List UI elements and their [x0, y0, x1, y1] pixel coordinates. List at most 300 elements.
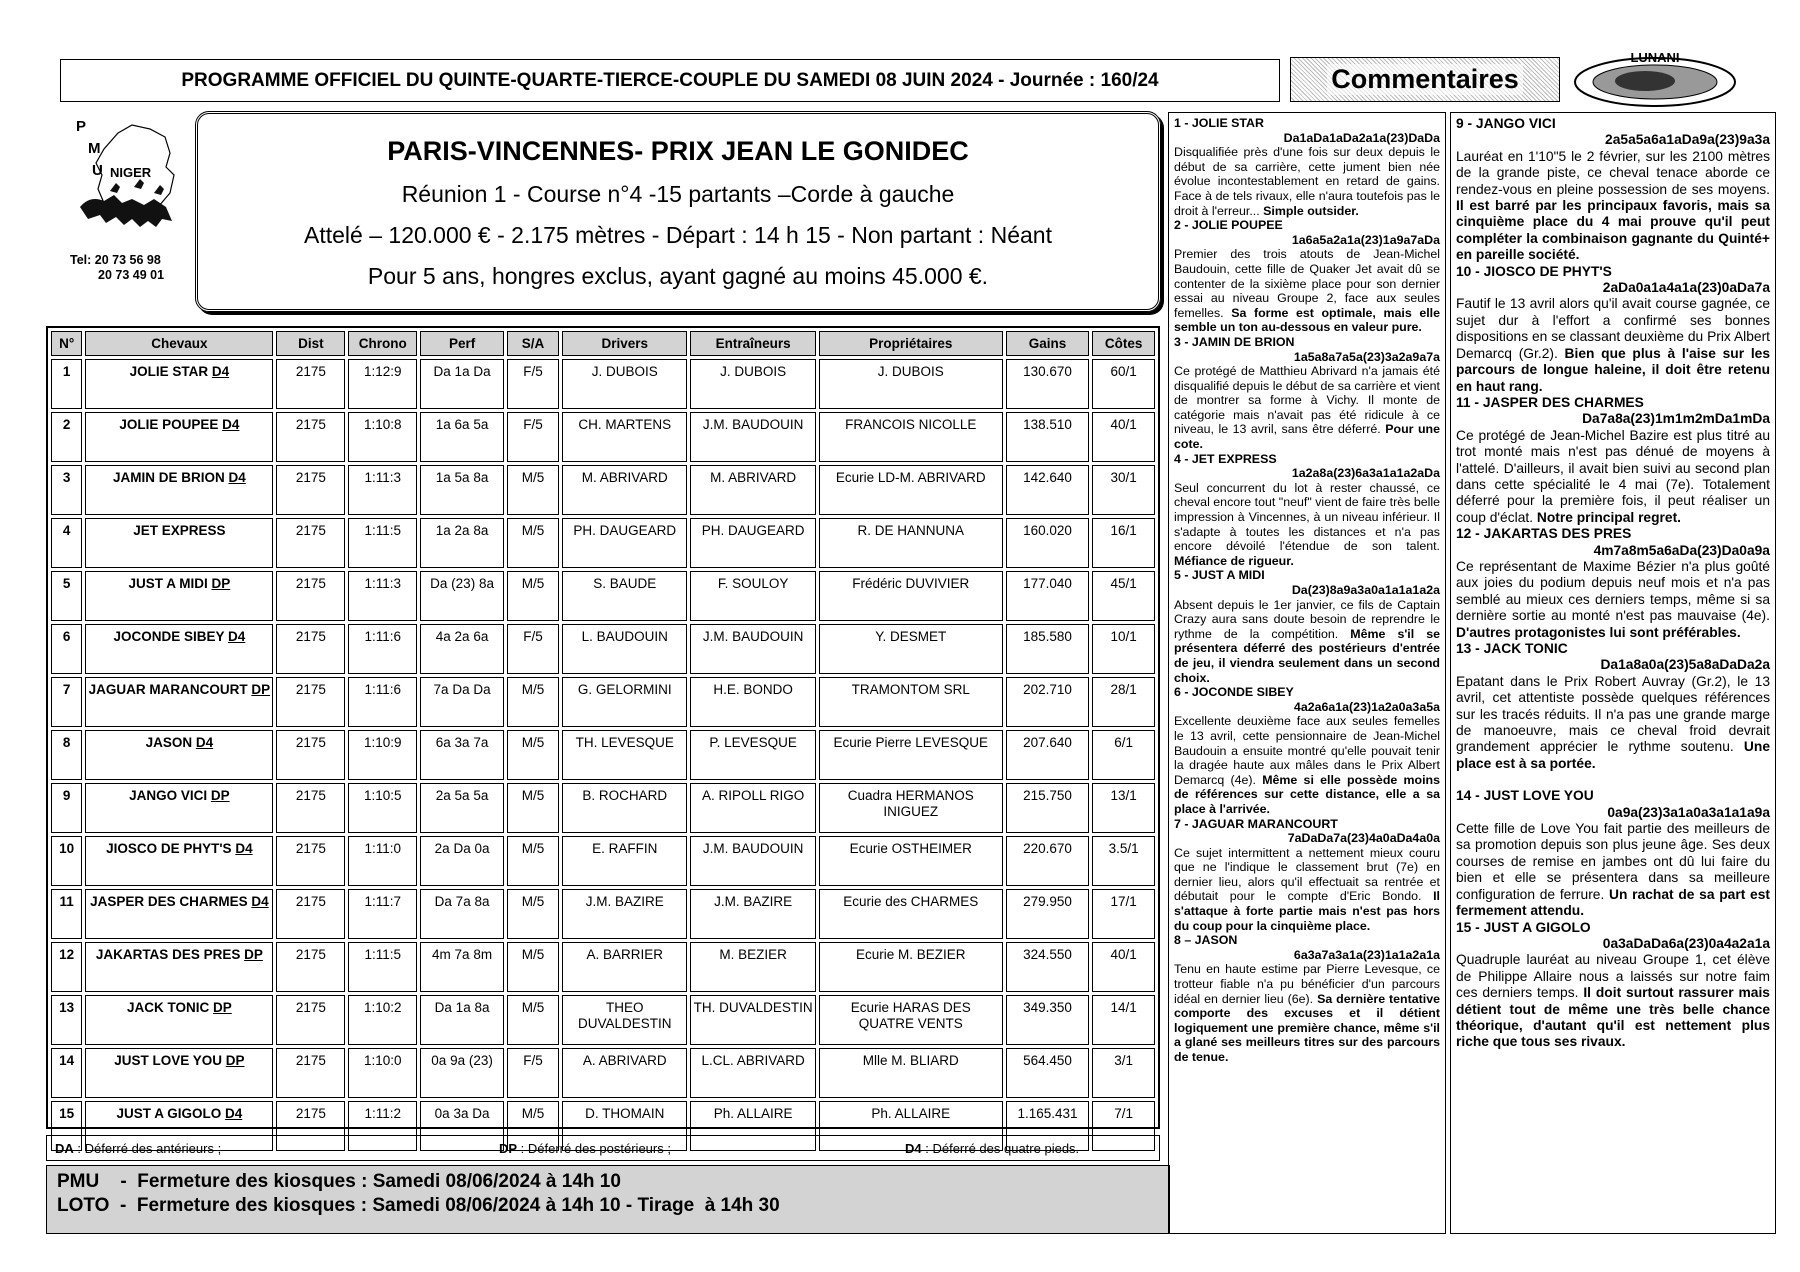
- cell-distance: 2175: [276, 836, 345, 886]
- cell-gains: 215.750: [1006, 783, 1090, 833]
- cell-sex-age: M/5: [507, 836, 559, 886]
- comment-verdict: Simple outsider.: [1263, 203, 1359, 218]
- cell-sex-age: M/5: [507, 889, 559, 939]
- cell-chrono: 1:11:6: [348, 624, 417, 674]
- cell-perf: 4a 2a 6a: [420, 624, 504, 674]
- cell-chrono: 1:11:7: [348, 889, 417, 939]
- cell-trainer: J. DUBOIS: [690, 359, 815, 409]
- col-header-chrono: Chrono: [348, 331, 417, 356]
- cell-driver: J. DUBOIS: [562, 359, 687, 409]
- table-row: [51, 624, 1155, 674]
- cell-driver: B. ROCHARD: [562, 783, 687, 833]
- cell-chrono: 1:11:6: [348, 677, 417, 727]
- cell-horse: [85, 942, 273, 992]
- cell-gains: 185.580: [1006, 624, 1090, 674]
- cell-driver: E. RAFFIN: [562, 836, 687, 886]
- table-row: [51, 412, 1155, 462]
- comment-verdict: Sa forme est optimale, mais elle semble un ton au-dessous en valeur pure.: [1174, 305, 1440, 335]
- table-header-row: [51, 331, 1155, 356]
- cell-distance: 2175: [276, 359, 345, 409]
- horse-name: JOLIE POUPEE: [119, 417, 219, 432]
- cell-perf: 7a Da Da: [420, 677, 504, 727]
- cell-odds: 17/1: [1092, 889, 1155, 939]
- shoeing-code: D4: [235, 841, 253, 856]
- table-row: [51, 889, 1155, 939]
- comment-body: [1456, 149, 1770, 264]
- comment-form-code: 0a9a(23)3a1a0a3a1a1a9a: [1607, 804, 1770, 820]
- comment-verdict: Il doit surtout rassurer mais détient tout de même une très belle chance théorique, d'autant qu'il est nettement plus riche que tous ses rivaux.: [1456, 985, 1770, 1050]
- horse-name: JAMIN DE BRION: [112, 470, 225, 485]
- cell-gains: 207.640: [1006, 730, 1090, 780]
- cell-driver: PH. DAUGEARD: [562, 518, 687, 568]
- cell-number: 15: [51, 1101, 82, 1151]
- kiosk-closing-box: [46, 1165, 1170, 1234]
- cell-distance: 2175: [276, 1101, 345, 1151]
- comment-text: Absent depuis le 1er janvier, ce fils de Captain Crazy aura sans doute besoin de reprendre le rythme de la compétition.: [1174, 597, 1440, 641]
- shoeing-code: D4: [195, 735, 214, 750]
- pmu-logo-niger: NIGER: [110, 165, 152, 180]
- cell-perf: 1a 2a 8a: [420, 518, 504, 568]
- shoeing-code: D4: [222, 417, 240, 432]
- cell-trainer: J.M. BAUDOUIN: [690, 624, 815, 674]
- cell-horse: [85, 677, 273, 727]
- table-row: [51, 677, 1155, 727]
- comment-form-code: 1a2a8a(23)6a3a1a1a2aDa: [1291, 466, 1440, 481]
- cell-odds: 10/1: [1092, 624, 1155, 674]
- table-row: [51, 783, 1155, 833]
- legend-d4-code: D4: [905, 1140, 922, 1156]
- comment-form-code: 6a3a7a3a1a(23)1a1a2a1a: [1293, 947, 1440, 962]
- cell-chrono: 1:10:5: [348, 783, 417, 833]
- cell-perf: 0a 9a (23): [420, 1048, 504, 1098]
- comment-text: Ce sujet intermittent a nettement mieux couru que ne l'indique le classement brut (7e) en dernier lieu, alors qu'il effectuait sa rentrée et débutait pour le compte d'Eric Bondo.: [1174, 845, 1440, 904]
- race-eligibility-line: Pour 5 ans, hongres exclus, ayant gagné au moins 45.000 €.: [367, 263, 989, 289]
- cell-owner: Ecurie M. BEZIER: [819, 942, 1003, 992]
- cell-horse: [85, 518, 273, 568]
- shoeing-code: D4: [228, 470, 246, 485]
- comments-column-left: [1168, 112, 1446, 1234]
- comments-title: Commentaires: [1327, 64, 1523, 95]
- col-header-perf: Perf: [420, 331, 504, 356]
- pmu-closing-line: PMU - Fermeture des kiosques : Samedi 08/06/2024 à 14h 10: [57, 1171, 621, 1192]
- cell-owner: Ecurie Pierre LEVESQUE: [819, 730, 1003, 780]
- cell-number: 10: [51, 836, 82, 886]
- comment-text: Lauréat en 1'10"5 le 2 février, sur les 2100 mètres de la grande piste, ce cheval tenace aborde ce rendez-vous en pleine possession de ses moyens.: [1456, 148, 1770, 197]
- cell-horse: [85, 730, 273, 780]
- comment-horse-heading: 5 - JUST A MIDI: [1174, 568, 1265, 583]
- comment-body: [1174, 962, 1440, 1064]
- shoeing-code: DP: [210, 788, 230, 803]
- col-header-horses: Chevaux: [85, 331, 273, 356]
- cell-horse: [85, 836, 273, 886]
- col-header-sex-age: S/A: [507, 331, 559, 356]
- comment-verdict: Il est barré par les principaux favoris, mais sa cinquième place du 4 mai prouve qu'il peut compléter la combinaison gagnante du Quinté+ en pareille société.: [1456, 198, 1770, 263]
- cell-horse: [85, 1048, 273, 1098]
- cell-sex-age: M/5: [507, 783, 559, 833]
- horse-name: JUST A MIDI: [128, 576, 208, 591]
- comment-horse-heading: 12 - JAKARTAS DES PRES: [1456, 526, 1632, 542]
- race-info-box: [195, 111, 1161, 312]
- shoeing-code: D4: [228, 629, 246, 644]
- cell-horse: [85, 359, 273, 409]
- comment-form-code: 2a5a5a6a1aDa9a(23)9a3a: [1605, 132, 1770, 148]
- cell-perf: 1a 5a 8a: [420, 465, 504, 515]
- phone-line-1: Tel: 20 73 56 98: [70, 253, 161, 267]
- comment-horse-heading: 10 - JIOSCO DE PHYT'S: [1456, 263, 1612, 279]
- comment-entry: [1174, 933, 1440, 1064]
- cell-distance: 2175: [276, 942, 345, 992]
- cell-distance: 2175: [276, 730, 345, 780]
- shoeing-code: D4: [251, 894, 269, 909]
- shoeing-code: DP: [211, 576, 231, 591]
- cell-trainer: J.M. BAUDOUIN: [690, 836, 815, 886]
- race-conditions-line: Attelé – 120.000 € - 2.175 mètres - Départ : 14 h 15 - Non partant : Néant: [304, 222, 1052, 248]
- col-header-odds: Côtes: [1092, 331, 1155, 356]
- cell-trainer: TH. DUVALDESTIN: [690, 995, 815, 1045]
- cell-distance: 2175: [276, 995, 345, 1045]
- cell-gains: 142.640: [1006, 465, 1090, 515]
- comment-form-code: 7aDaDa7a(23)4a0aDa4a0a: [1287, 831, 1440, 846]
- cell-distance: 2175: [276, 889, 345, 939]
- pmu-logo-u: U: [92, 162, 103, 179]
- col-header-owners: Propriétaires: [819, 331, 1003, 356]
- legend-dp-text: : Déferré des postérieurs ;: [517, 1140, 671, 1156]
- comment-body: [1456, 821, 1770, 919]
- legend-da-text: : Déferré des antérieurs ;: [73, 1140, 222, 1156]
- cell-trainer: M. ABRIVARD: [690, 465, 815, 515]
- legend-d4-text: : Déferré des quatre pieds.: [921, 1140, 1080, 1156]
- comment-entry: [1456, 526, 1770, 641]
- lunani-logo-text: LUNANI: [1630, 50, 1680, 65]
- cell-driver: A. BARRIER: [562, 942, 687, 992]
- comment-verdict: Méfiance de rigueur.: [1174, 553, 1294, 568]
- cell-number: 4: [51, 518, 82, 568]
- cell-odds: 30/1: [1092, 465, 1155, 515]
- comment-form-code: 1a6a5a2a1a(23)1a9a7aDa: [1291, 232, 1440, 247]
- cell-trainer: J.M. BAUDOUIN: [690, 412, 815, 462]
- cell-trainer: PH. DAUGEARD: [690, 518, 815, 568]
- comment-entry: [1174, 568, 1440, 685]
- comment-verdict: Même s'il se présentera déferré des postérieurs d'entrée de jeu, il viendra seulement dans un second choix.: [1174, 626, 1440, 685]
- comment-entry: [1174, 116, 1440, 218]
- comment-form-code: Da1a8a0a(23)5a8aDaDa2a: [1600, 657, 1770, 673]
- shoeing-legend: [46, 1135, 1160, 1161]
- comment-entry: [1174, 817, 1440, 934]
- cell-sex-age: M/5: [507, 465, 559, 515]
- programme-header: [60, 59, 1280, 102]
- cell-owner: Ecurie HARAS DES QUATRE VENTS: [819, 995, 1003, 1045]
- cell-horse: [85, 624, 273, 674]
- cell-sex-age: F/5: [507, 359, 559, 409]
- comment-horse-heading: 9 - JANGO VICI: [1456, 116, 1556, 131]
- comment-entry: [1174, 685, 1440, 816]
- comment-horse-heading: 2 - JOLIE POUPEE: [1174, 218, 1283, 233]
- comment-horse-heading: 8 – JASON: [1174, 933, 1238, 948]
- cell-odds: 40/1: [1092, 942, 1155, 992]
- cell-odds: 28/1: [1092, 677, 1155, 727]
- cell-odds: 3.5/1: [1092, 836, 1155, 886]
- cell-gains: 160.020: [1006, 518, 1090, 568]
- cell-gains: 349.350: [1006, 995, 1090, 1045]
- comment-verdict: Même si elle possède moins de références sur cette distance, elle a sa place à l'arrivée.: [1174, 772, 1440, 816]
- cell-sex-age: M/5: [507, 571, 559, 621]
- comment-form-code: Da(23)8a9a3a0a1a1a1a2a: [1291, 583, 1440, 597]
- comment-form-code: 1a5a8a7a5a(23)3a2a9a7a: [1293, 349, 1440, 364]
- cell-driver: A. ABRIVARD: [562, 1048, 687, 1098]
- comment-verdict: Sa dernière tentative comporte des excuses et il détient logiquement une première chance, même s'il a glané ses meilleurs titres sur des parcours de tenue.: [1174, 991, 1440, 1064]
- comment-entry: [1174, 452, 1440, 569]
- table-row: [51, 995, 1155, 1045]
- race-title: PARIS-VINCENNES- PRIX JEAN LE GONIDEC: [387, 136, 969, 166]
- shoeing-code: D4: [211, 364, 230, 379]
- shoeing-code: DP: [212, 1000, 232, 1015]
- cell-driver: G. GELORMINI: [562, 677, 687, 727]
- table-row: [51, 836, 1155, 886]
- pmu-logo-m: M: [88, 140, 101, 157]
- legend-dp-code: DP: [499, 1140, 518, 1156]
- legend-d4: [905, 1141, 1079, 1156]
- comment-body: [1174, 481, 1440, 569]
- table-row: [51, 359, 1155, 409]
- cell-horse: [85, 465, 273, 515]
- cell-owner: TRAMONTOM SRL: [819, 677, 1003, 727]
- table-row: [51, 1048, 1155, 1098]
- cell-perf: Da 1a Da: [420, 359, 504, 409]
- table-row: [51, 730, 1155, 780]
- race-meeting-line: Réunion 1 - Course n°4 -15 partants –Corde à gauche: [401, 181, 955, 207]
- cell-perf: 2a 5a 5a: [420, 783, 504, 833]
- comment-verdict: Il s'attaque à forte partie mais n'est pas hors du coup pour la cinquième place.: [1174, 889, 1440, 933]
- cell-odds: 7/1: [1092, 1101, 1155, 1151]
- cell-odds: 60/1: [1092, 359, 1155, 409]
- comment-text: Ce protégé de Jean-Michel Bazire est plus titré au trot monté mais n'est pas dénué de moyens à l'attelé. D'ailleurs, il avait bien suivi au second plan dans cette spécialité le 4 mai (7e). Totalement déferré pour la première fois, il peut réaliser un coup d'éclat.: [1456, 427, 1770, 525]
- comment-text: Ce protégé de Matthieu Abrivard n'a jamais été disqualifié depuis le début de sa carrière et vient de montrer sa forme à Vichy. Il monte de catégorie mais n'avait pas été ridicule à ce niveau, le 13 avril, sans être déferré.: [1174, 364, 1440, 437]
- legend-da-code: DA: [55, 1140, 74, 1156]
- phone-numbers: [70, 253, 164, 283]
- comment-entry: [1456, 641, 1770, 772]
- cell-chrono: 1:11:0: [348, 836, 417, 886]
- cell-driver: CH. MARTENS: [562, 412, 687, 462]
- cell-gains: 324.550: [1006, 942, 1090, 992]
- cell-number: 1: [51, 359, 82, 409]
- cell-sex-age: F/5: [507, 412, 559, 462]
- comment-horse-heading: 13 - JACK TONIC: [1456, 641, 1568, 656]
- cell-driver: D. THOMAIN: [562, 1101, 687, 1151]
- cell-number: 6: [51, 624, 82, 674]
- cell-number: 3: [51, 465, 82, 515]
- cell-chrono: 1:11:3: [348, 465, 417, 515]
- cell-sex-age: M/5: [507, 677, 559, 727]
- comment-body: [1456, 674, 1770, 772]
- comment-body: [1456, 296, 1770, 394]
- comment-verdict: Bien que plus à l'aise sur les parcours de longue haleine, il doit être retenu en haut rang.: [1456, 345, 1770, 394]
- comment-entry: [1174, 335, 1440, 452]
- programme-title: PROGRAMME OFFICIEL DU QUINTE-QUARTE-TIERCE-COUPLE DU SAMEDI 08 JUIN 2024 - Journée : 160/24: [181, 69, 1159, 91]
- phone-line-2: 20 73 49 01: [98, 268, 165, 282]
- comment-horse-heading: 7 - JAGUAR MARANCOURT: [1174, 816, 1338, 831]
- shoeing-code: DP: [244, 947, 263, 962]
- cell-chrono: 1:11:3: [348, 571, 417, 621]
- cell-gains: 130.670: [1006, 359, 1090, 409]
- cell-distance: 2175: [276, 518, 345, 568]
- comment-text: Disqualifiée près d'une fois sur deux depuis le début de sa carrière, cette jument bien née évolue incontestablement en retard de gains. Face à de tels rivaux, elle n'aura toutefois pas le droit à l'erreur...: [1174, 145, 1440, 218]
- comment-form-code: 0a3aDaDa6a(23)0a4a2a1a: [1602, 935, 1770, 951]
- table-row: [51, 571, 1155, 621]
- comment-verdict: Un rachat de sa part est fermement attendu.: [1456, 886, 1770, 919]
- comment-form-code: 4m7a8m5a6aDa(23)Da0a9a: [1593, 542, 1770, 558]
- comment-body: [1456, 428, 1770, 526]
- comment-horse-heading: 15 - JUST A GIGOLO: [1456, 919, 1591, 935]
- cell-owner: FRANCOIS NICOLLE: [819, 412, 1003, 462]
- cell-trainer: A. RIPOLL RIGO: [690, 783, 815, 833]
- comment-text: Excellente deuxième face aux seules femelles le 13 avril, cette pensionnaire de Jean-Michel Baudouin a ensuite montré qu'elle pouvait tenir la dragée haute aux mâles dans le Prix Albert Demarcq (4e).: [1174, 714, 1440, 787]
- cell-number: 8: [51, 730, 82, 780]
- cell-distance: 2175: [276, 624, 345, 674]
- comment-text: Cette fille de Love You fait partie des meilleurs de sa promotion depuis son plus jeune âge. Ses deux courses de remise en jambes ont dû lui faire du bien et elle se présentera dans sa meilleure configuration de ferrure.: [1456, 821, 1770, 902]
- cell-perf: Da 7a 8a: [420, 889, 504, 939]
- cell-horse: [85, 571, 273, 621]
- comment-form-code: Da1aDa1aDa2a1a(23)DaDa: [1283, 130, 1440, 145]
- comments-title-box: [1290, 57, 1560, 102]
- comment-horse-heading: 11 - JASPER DES CHARMES: [1456, 394, 1644, 410]
- cell-number: 2: [51, 412, 82, 462]
- cell-chrono: 1:11:5: [348, 518, 417, 568]
- cell-odds: 16/1: [1092, 518, 1155, 568]
- comment-horse-heading: 14 - JUST LOVE YOU: [1456, 788, 1594, 804]
- comment-body: [1456, 559, 1770, 641]
- col-header-gains: Gains: [1006, 331, 1090, 356]
- comment-body: [1174, 247, 1440, 335]
- cell-chrono: 1:12:9: [348, 359, 417, 409]
- col-header-number: N°: [51, 331, 82, 356]
- cell-horse: [85, 783, 273, 833]
- cell-sex-age: M/5: [507, 942, 559, 992]
- comment-body: [1174, 846, 1440, 934]
- cell-driver: L. BAUDOUIN: [562, 624, 687, 674]
- cell-trainer: M. BEZIER: [690, 942, 815, 992]
- cell-gains: 177.040: [1006, 571, 1090, 621]
- comment-horse-heading: 1 - JOLIE STAR: [1174, 116, 1264, 130]
- cell-gains: 279.950: [1006, 889, 1090, 939]
- shoeing-code: DP: [251, 682, 271, 697]
- horse-name: JACK TONIC: [126, 1000, 210, 1015]
- lunani-logo: [1570, 50, 1740, 108]
- cell-odds: 3/1: [1092, 1048, 1155, 1098]
- cell-sex-age: M/5: [507, 730, 559, 780]
- comment-entry: [1456, 264, 1770, 395]
- col-header-distance: Dist: [276, 331, 345, 356]
- shoeing-code: D4: [224, 1106, 243, 1121]
- cell-perf: 4m 7a 8m: [420, 942, 504, 992]
- comment-entry: [1456, 395, 1770, 526]
- comment-form-code: Da7a8a(23)1m1m2mDa1mDa: [1582, 411, 1770, 427]
- cell-driver: M. ABRIVARD: [562, 465, 687, 515]
- cell-perf: 6a 3a 7a: [420, 730, 504, 780]
- comment-verdict: Notre principal regret.: [1536, 509, 1682, 525]
- cell-gains: 202.710: [1006, 677, 1090, 727]
- comment-form-code: 4a2a6a1a(23)1a2a0a3a5a: [1293, 699, 1440, 714]
- cell-chrono: 1:10:2: [348, 995, 417, 1045]
- cell-perf: 1a 6a 5a: [420, 412, 504, 462]
- comment-text: Quadruple lauréat au niveau Groupe 1, cet élève de Philippe Allaire nous a laissés sur notre faim ces derniers temps.: [1456, 952, 1770, 1001]
- cell-horse: [85, 889, 273, 939]
- cell-odds: 6/1: [1092, 730, 1155, 780]
- cell-sex-age: M/5: [507, 1101, 559, 1151]
- cell-sex-age: F/5: [507, 1048, 559, 1098]
- legend-da: [55, 1141, 221, 1156]
- cell-number: 14: [51, 1048, 82, 1098]
- cell-number: 12: [51, 942, 82, 992]
- cell-gains: 220.670: [1006, 836, 1090, 886]
- comments-column-right: [1450, 112, 1776, 1234]
- comment-body: [1174, 145, 1440, 218]
- horse-name: JASON: [145, 735, 193, 750]
- comment-entry: [1456, 116, 1770, 264]
- comment-verdict: Une place est à sa portée.: [1456, 739, 1770, 771]
- horse-name: JAGUAR MARANCOURT: [88, 682, 248, 697]
- cell-odds: 14/1: [1092, 995, 1155, 1045]
- comment-horse-heading: 6 - JOCONDE SIBEY: [1174, 685, 1294, 700]
- comment-body: [1174, 714, 1440, 816]
- cell-chrono: 1:10:0: [348, 1048, 417, 1098]
- comment-entry: [1456, 920, 1770, 1051]
- comment-body: [1456, 952, 1770, 1050]
- horse-name: JUST LOVE YOU: [114, 1053, 222, 1068]
- cell-owner: Ecurie OSTHEIMER: [819, 836, 1003, 886]
- cell-odds: 45/1: [1092, 571, 1155, 621]
- comment-text: Tenu en haute estime par Pierre Levesque, ce trotteur fiable n'a pu bénéficier d'un parcours idéal en dernier lieu (6e).: [1174, 962, 1440, 1006]
- comment-text: Fautif le 13 avril alors qu'il avait course gagnée, ce sujet dur à l'effort a confirmé ses bonnes dispositions en se classant deuxième du Prix Albert Demarcq (Gr.2).: [1456, 296, 1770, 361]
- cell-owner: R. DE HANNUNA: [819, 518, 1003, 568]
- comment-form-code: 2aDa0a1a4a1a(23)0aDa7a: [1602, 280, 1770, 296]
- cell-owner: Mlle M. BLIARD: [819, 1048, 1003, 1098]
- table-row: [51, 518, 1155, 568]
- cell-trainer: L.CL. ABRIVARD: [690, 1048, 815, 1098]
- cell-owner: J. DUBOIS: [819, 359, 1003, 409]
- cell-driver: S. BAUDE: [562, 571, 687, 621]
- cell-owner: Ecurie des CHARMES: [819, 889, 1003, 939]
- horse-name: JAKARTAS DES PRES: [95, 947, 241, 962]
- pmu-logo-p: P: [76, 118, 87, 135]
- cell-perf: 2a Da 0a: [420, 836, 504, 886]
- cell-trainer: F. SOULOY: [690, 571, 815, 621]
- cell-chrono: 1:11:2: [348, 1101, 417, 1151]
- cell-trainer: H.E. BONDO: [690, 677, 815, 727]
- cell-chrono: 1:11:5: [348, 942, 417, 992]
- cell-driver: THEO DUVALDESTIN: [562, 995, 687, 1045]
- table-row: [51, 465, 1155, 515]
- cell-distance: 2175: [276, 783, 345, 833]
- cell-driver: J.M. BAZIRE: [562, 889, 687, 939]
- cell-perf: Da 1a 8a: [420, 995, 504, 1045]
- cell-owner: Frédéric DUVIVIER: [819, 571, 1003, 621]
- cell-number: 7: [51, 677, 82, 727]
- pmu-niger-logo: [70, 115, 180, 260]
- cell-horse: [85, 995, 273, 1045]
- cell-trainer: Ph. ALLAIRE: [690, 1101, 815, 1151]
- cell-odds: 13/1: [1092, 783, 1155, 833]
- comment-verdict: D'autres protagonistes lui sont préférables.: [1456, 624, 1741, 640]
- cell-owner: Ecurie LD-M. ABRIVARD: [819, 465, 1003, 515]
- horse-name: JANGO VICI: [129, 788, 208, 803]
- cell-chrono: 1:10:9: [348, 730, 417, 780]
- legend-dp: [499, 1141, 671, 1156]
- cell-sex-age: M/5: [507, 995, 559, 1045]
- cell-gains: 564.450: [1006, 1048, 1090, 1098]
- comment-body: [1174, 364, 1440, 452]
- horse-name: JIOSCO DE PHYT'S: [106, 841, 232, 856]
- comment-text: Epatant dans le Prix Robert Auvray (Gr.2), le 13 avril, cet attentiste possède quelques références sur les tracés réduits. Il n'a pas une grande marge de manoeuvre, mais ce cheval froid devrait grandement apprécier le rythme soutenu.: [1456, 673, 1770, 755]
